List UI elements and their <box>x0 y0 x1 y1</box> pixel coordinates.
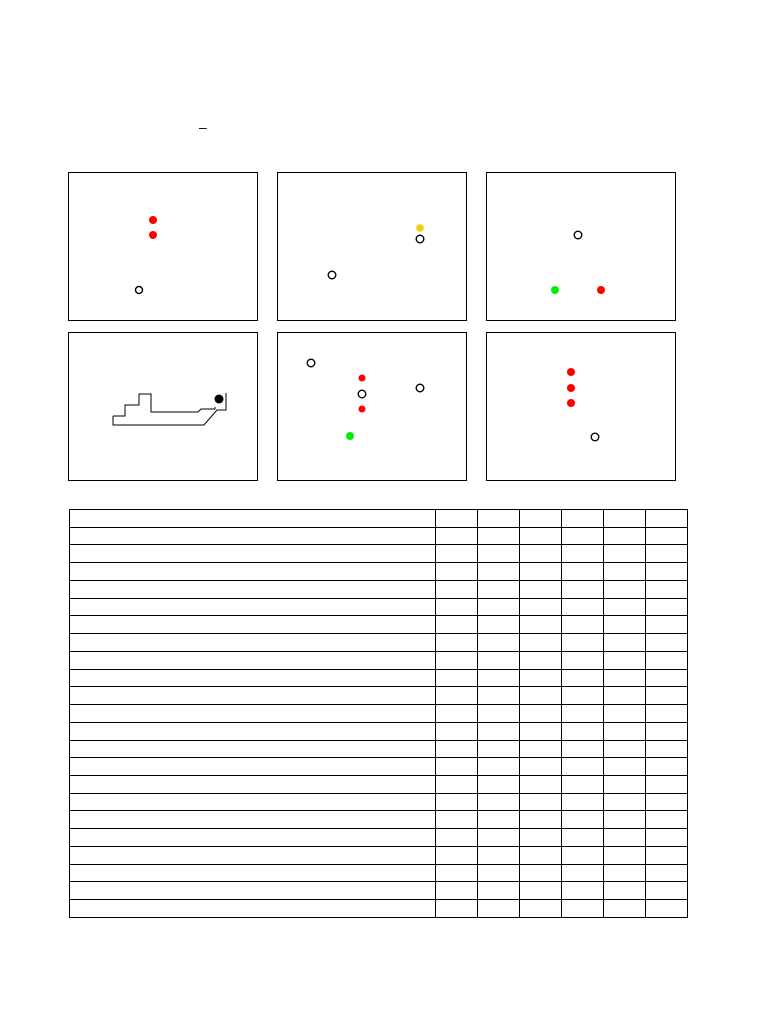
value-cell <box>435 864 477 882</box>
value-cell <box>645 545 687 563</box>
value-cell <box>435 900 477 918</box>
diagram-panel-5 <box>277 332 467 481</box>
row-label-cell <box>70 687 436 705</box>
red-dot <box>567 384 575 392</box>
red-dot <box>149 216 157 224</box>
value-cell <box>561 616 603 634</box>
value-cell <box>477 580 519 598</box>
row-label-cell <box>70 527 436 545</box>
value-cell <box>435 687 477 705</box>
value-cell <box>519 882 561 900</box>
value-cell <box>561 705 603 723</box>
value-cell <box>519 545 561 563</box>
value-cell <box>561 687 603 705</box>
value-cell <box>645 510 687 528</box>
value-cell <box>519 616 561 634</box>
value-cell <box>477 527 519 545</box>
row-label-cell <box>70 776 436 794</box>
row-label-cell <box>70 882 436 900</box>
value-cell <box>435 705 477 723</box>
row-label-cell <box>70 829 436 847</box>
value-cell <box>645 722 687 740</box>
row-label-cell <box>70 864 436 882</box>
open-dot <box>574 231 582 239</box>
value-cell <box>477 563 519 581</box>
row-label-cell <box>70 793 436 811</box>
value-cell <box>603 651 645 669</box>
value-cell <box>477 634 519 652</box>
value-cell <box>561 722 603 740</box>
value-cell <box>645 563 687 581</box>
red-dot <box>359 406 366 413</box>
value-cell <box>435 510 477 528</box>
value-cell <box>645 687 687 705</box>
panel-3-canvas <box>487 173 677 322</box>
value-cell <box>645 580 687 598</box>
value-cell <box>645 864 687 882</box>
value-cell <box>645 651 687 669</box>
value-cell <box>645 527 687 545</box>
value-cell <box>477 598 519 616</box>
value-cell <box>519 598 561 616</box>
red-dot <box>567 368 575 376</box>
value-cell <box>645 598 687 616</box>
value-cell <box>561 634 603 652</box>
table-row <box>70 740 688 758</box>
value-cell <box>603 634 645 652</box>
value-cell <box>477 846 519 864</box>
open-dot <box>358 390 366 398</box>
value-cell <box>645 669 687 687</box>
panel-4-canvas <box>69 333 259 482</box>
value-cell <box>603 882 645 900</box>
value-cell <box>477 740 519 758</box>
row-label-cell <box>70 900 436 918</box>
value-cell <box>435 634 477 652</box>
yellow-dot <box>416 224 424 232</box>
value-cell <box>477 669 519 687</box>
value-cell <box>519 722 561 740</box>
value-cell <box>561 793 603 811</box>
value-cell <box>519 793 561 811</box>
value-cell <box>477 705 519 723</box>
table-row <box>70 722 688 740</box>
page-mark: – <box>199 119 207 135</box>
value-cell <box>603 669 645 687</box>
value-cell <box>477 882 519 900</box>
table-row <box>70 527 688 545</box>
open-dot <box>328 271 336 279</box>
table-row <box>70 616 688 634</box>
red-dot <box>567 399 575 407</box>
value-cell <box>519 740 561 758</box>
value-cell <box>561 527 603 545</box>
table-row <box>70 776 688 794</box>
value-cell <box>477 900 519 918</box>
row-label-cell <box>70 846 436 864</box>
table-row <box>70 598 688 616</box>
value-cell <box>561 811 603 829</box>
green-dot <box>346 432 354 440</box>
value-cell <box>435 846 477 864</box>
value-cell <box>435 545 477 563</box>
stepped-outline-inner <box>113 394 215 416</box>
value-cell <box>645 829 687 847</box>
data-grid-body <box>70 510 688 918</box>
value-cell <box>435 563 477 581</box>
value-cell <box>477 758 519 776</box>
value-cell <box>477 651 519 669</box>
value-cell <box>561 846 603 864</box>
value-cell <box>645 740 687 758</box>
row-label-cell <box>70 510 436 528</box>
value-cell <box>519 634 561 652</box>
row-label-cell <box>70 722 436 740</box>
value-cell <box>603 793 645 811</box>
value-cell <box>645 634 687 652</box>
value-cell <box>477 616 519 634</box>
value-cell <box>519 776 561 794</box>
row-label-cell <box>70 811 436 829</box>
panel-1-canvas <box>69 173 259 322</box>
value-cell <box>477 722 519 740</box>
red-dot <box>359 375 366 382</box>
row-label-cell <box>70 740 436 758</box>
table-row <box>70 669 688 687</box>
value-cell <box>561 580 603 598</box>
value-cell <box>561 598 603 616</box>
value-cell <box>561 776 603 794</box>
red-dot <box>597 286 605 294</box>
value-cell <box>561 882 603 900</box>
table-row <box>70 882 688 900</box>
table-row <box>70 510 688 528</box>
row-label-cell <box>70 563 436 581</box>
open-dot <box>307 359 315 367</box>
value-cell <box>645 900 687 918</box>
value-cell <box>603 616 645 634</box>
row-label-cell <box>70 616 436 634</box>
value-cell <box>603 722 645 740</box>
row-label-cell <box>70 545 436 563</box>
value-cell <box>519 563 561 581</box>
value-cell <box>645 616 687 634</box>
value-cell <box>603 846 645 864</box>
value-cell <box>519 651 561 669</box>
value-cell <box>603 740 645 758</box>
row-label-cell <box>70 580 436 598</box>
value-cell <box>519 811 561 829</box>
table-row <box>70 545 688 563</box>
black-dot <box>215 395 224 404</box>
panel-5-canvas <box>278 333 468 482</box>
value-cell <box>603 527 645 545</box>
value-cell <box>561 651 603 669</box>
value-cell <box>477 829 519 847</box>
value-cell <box>603 563 645 581</box>
value-cell <box>645 705 687 723</box>
value-cell <box>603 776 645 794</box>
open-dot <box>591 433 599 441</box>
diagram-panel-3 <box>486 172 676 321</box>
value-cell <box>519 900 561 918</box>
value-cell <box>435 776 477 794</box>
diagram-panel-1 <box>68 172 258 321</box>
table-row <box>70 829 688 847</box>
table-row <box>70 651 688 669</box>
value-cell <box>477 510 519 528</box>
value-cell <box>561 740 603 758</box>
data-grid-table <box>69 509 688 918</box>
panel-2-canvas <box>278 173 468 322</box>
value-cell <box>435 669 477 687</box>
value-cell <box>603 811 645 829</box>
value-cell <box>519 758 561 776</box>
value-cell <box>519 864 561 882</box>
open-dot <box>416 235 424 243</box>
value-cell <box>435 793 477 811</box>
row-label-cell <box>70 634 436 652</box>
value-cell <box>645 758 687 776</box>
value-cell <box>519 669 561 687</box>
value-cell <box>435 651 477 669</box>
value-cell <box>561 829 603 847</box>
table-row <box>70 900 688 918</box>
value-cell <box>603 510 645 528</box>
value-cell <box>435 882 477 900</box>
value-cell <box>603 829 645 847</box>
open-dot <box>416 384 424 392</box>
value-cell <box>645 882 687 900</box>
table-row <box>70 793 688 811</box>
value-cell <box>477 545 519 563</box>
value-cell <box>645 776 687 794</box>
table-row <box>70 580 688 598</box>
open-dot <box>136 287 143 294</box>
value-cell <box>561 900 603 918</box>
value-cell <box>603 545 645 563</box>
value-cell <box>603 687 645 705</box>
value-cell <box>603 900 645 918</box>
value-cell <box>435 811 477 829</box>
value-cell <box>645 811 687 829</box>
value-cell <box>435 758 477 776</box>
red-dot <box>149 231 157 239</box>
table-row <box>70 758 688 776</box>
value-cell <box>477 864 519 882</box>
value-cell <box>561 758 603 776</box>
row-label-cell <box>70 705 436 723</box>
value-cell <box>603 758 645 776</box>
value-cell <box>519 829 561 847</box>
value-cell <box>561 669 603 687</box>
value-cell <box>477 793 519 811</box>
value-cell <box>645 846 687 864</box>
value-cell <box>435 722 477 740</box>
value-cell <box>435 527 477 545</box>
value-cell <box>603 705 645 723</box>
green-dot <box>551 286 559 294</box>
value-cell <box>561 545 603 563</box>
value-cell <box>477 687 519 705</box>
table-row <box>70 811 688 829</box>
value-cell <box>519 705 561 723</box>
row-label-cell <box>70 651 436 669</box>
value-cell <box>435 580 477 598</box>
value-cell <box>435 740 477 758</box>
value-cell <box>603 864 645 882</box>
value-cell <box>561 563 603 581</box>
row-label-cell <box>70 758 436 776</box>
diagram-panel-4 <box>68 332 258 481</box>
value-cell <box>603 598 645 616</box>
value-cell <box>519 687 561 705</box>
table-row <box>70 705 688 723</box>
value-cell <box>435 829 477 847</box>
panel-6-canvas <box>487 333 677 482</box>
diagram-panel-2 <box>277 172 467 321</box>
table-row <box>70 563 688 581</box>
value-cell <box>519 580 561 598</box>
diagram-panel-6 <box>486 332 676 481</box>
value-cell <box>519 510 561 528</box>
table-row <box>70 634 688 652</box>
value-cell <box>561 510 603 528</box>
table-row <box>70 846 688 864</box>
value-cell <box>435 616 477 634</box>
table-row <box>70 864 688 882</box>
value-cell <box>603 580 645 598</box>
value-cell <box>645 793 687 811</box>
value-cell <box>477 811 519 829</box>
row-label-cell <box>70 598 436 616</box>
value-cell <box>519 846 561 864</box>
row-label-cell <box>70 669 436 687</box>
value-cell <box>519 527 561 545</box>
table-row <box>70 687 688 705</box>
value-cell <box>477 776 519 794</box>
value-cell <box>561 864 603 882</box>
value-cell <box>435 598 477 616</box>
